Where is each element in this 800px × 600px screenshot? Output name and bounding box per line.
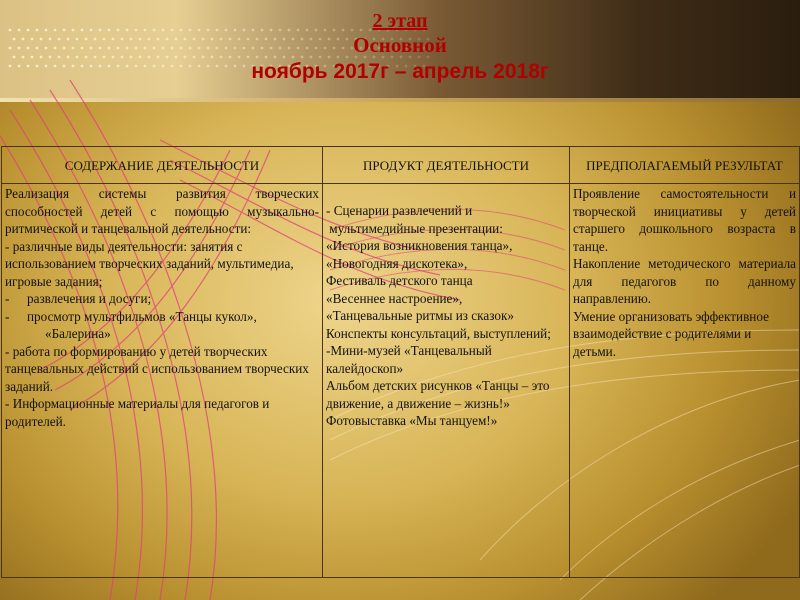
result-paragraph: Проявление самостоятельности и творческой инициативы у детей старшего дошкольного возраста в танце. — [573, 186, 796, 254]
table-row — [2, 184, 800, 578]
product-line: «Новогодняя дискотека», — [326, 255, 468, 271]
result-cell — [570, 184, 800, 578]
bullet-text: просмотр мультфильмов «Танцы кукол», — [27, 308, 257, 324]
product-line: Фестиваль детского танца — [326, 273, 473, 288]
product-line: «История возникновения танца», — [326, 238, 513, 253]
column-header-content: СОДЕРЖАНИЕ ДЕЯТЕЛЬНОСТИ — [2, 147, 323, 184]
product-line: «Танцевальные ритмы из сказок» — [326, 308, 514, 323]
product-line: Фотовыставка «Мы танцуем!» — [326, 413, 498, 428]
bullet-text: развлечения и досуги; — [27, 291, 152, 306]
result-paragraph: Умение организовать эффективное взаимодействие с родителями и детьми. — [573, 308, 769, 359]
list-item — [5, 290, 319, 308]
period-title: ноябрь 2017г – апрель 2018г — [251, 60, 549, 83]
bullet-dash: - — [5, 308, 10, 324]
product-line: мультимедийные презентации: — [326, 220, 503, 236]
bullet-dash: - — [5, 291, 10, 306]
content-intro: Реализация системы развития творческих способностей детей с помощью музыкально-ритмической и танцевальной деятельности: — [5, 186, 319, 236]
content-item-materials: - Информационные материалы для педагогов и родителей. — [5, 396, 270, 429]
product-line: Конспекты консультаций, выступлений; — [326, 325, 551, 341]
product-line: - Сценарии развлечений и — [326, 203, 473, 218]
product-line: Альбом детских рисунков «Танцы – это движение, а движение – жизнь!» — [326, 378, 550, 411]
column-header-result: ПРЕДПОЛАГАЕМЫЙ РЕЗУЛЬТАТ — [570, 147, 800, 184]
list-item — [5, 308, 319, 326]
product-line: -Мини-музей «Танцевальный калейдоскоп» — [326, 343, 492, 376]
column-header-product: ПРОДУКТ ДЕЯТЕЛЬНОСТИ — [323, 147, 570, 184]
phase-title: Основной — [353, 33, 447, 57]
result-paragraph: Накопление методического материала для педагогов по данному направлению. — [573, 256, 796, 306]
product-line: «Весеннее настроение», — [326, 290, 463, 306]
content-cell — [2, 184, 323, 578]
product-cell — [323, 184, 570, 578]
plan-table — [1, 146, 800, 578]
table-header-row — [2, 147, 800, 184]
content-item-activities: - различные виды деятельности: занятия с использованием творческих заданий, мультимедиа, игровые задания; — [5, 238, 294, 289]
content-item-work: - работа по формированию у детей творческих танцевальных действий с использованием творческих заданий. — [5, 343, 309, 394]
stage-title: 2 этап — [372, 10, 428, 32]
bullet-continuation: «Балерина» — [45, 326, 111, 341]
